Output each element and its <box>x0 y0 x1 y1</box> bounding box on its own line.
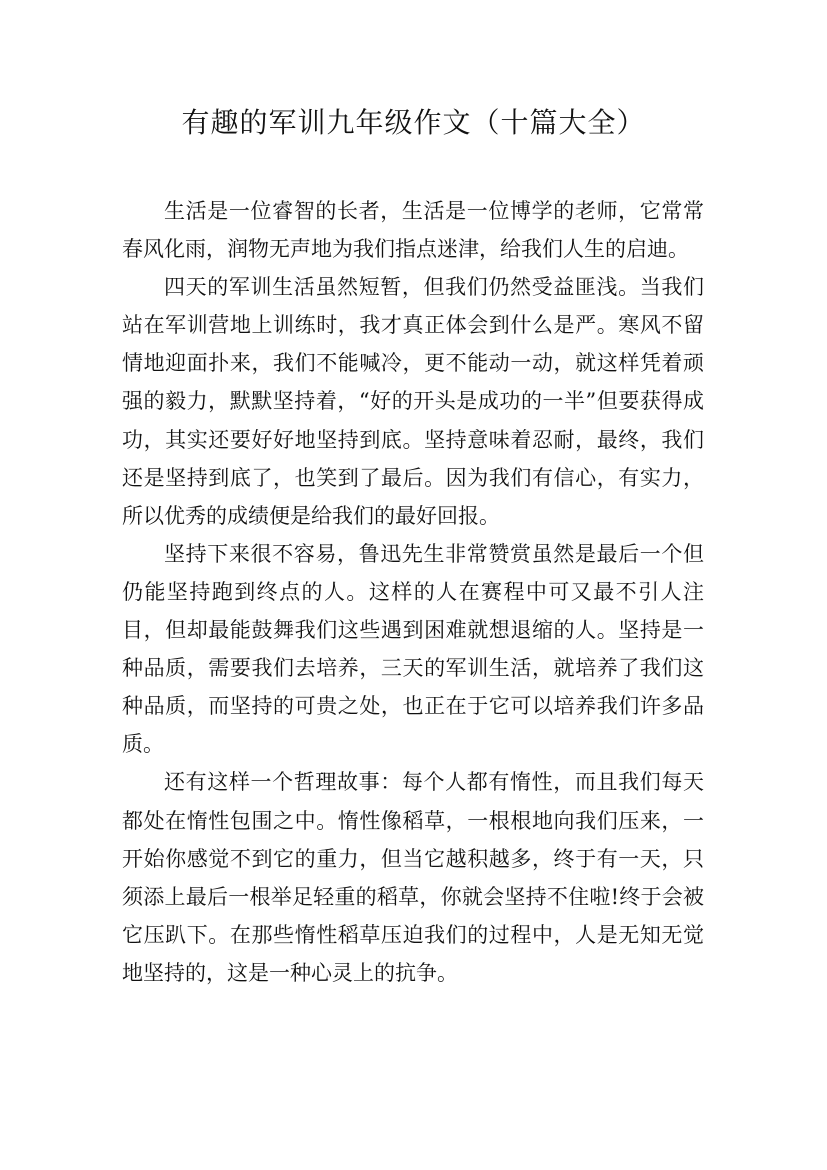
paragraph: 还有这样一个哲理故事：每个人都有惰性，而且我们每天都处在惰性包围之中。惰性像稻草，一根根地向我们压来，一开始你感觉不到它的重力，但当它越积越多，终于有一天，只须添上最后一根举足轻重的稻草，你就会坚持不住啦!终于会被它压趴下。在那些惰性稻草压迫我们的过程中，人是无知无觉地坚持的，这是一种心灵上的抗争。 <box>122 770 704 985</box>
document-body <box>122 192 704 992</box>
document-title: 有趣的军训九年级作文（十篇大全） <box>181 106 646 139</box>
paragraph: 坚持下来很不容易，鲁迅先生非常赞赏虽然是最后一个但仍能坚持跑到终点的人。这样的人在赛程中可又最不引人注目，但却最能鼓舞我们这些遇到困难就想退缩的人。坚持是一种品质，需要我们去培养，三天的军训生活，就培养了我们这种品质，而坚持的可贵之处，也正在于它可以培养我们许多品质。 <box>122 541 704 757</box>
paragraph: 四天的军训生活虽然短暂，但我们仍然受益匪浅。当我们站在军训营地上训练时，我才真正体会到什么是严。寒风不留情地迎面扑来，我们不能喊冷，更不能动一动，就这样凭着顽强的毅力，默默坚持着，“好的开头是成功的一半”但要获得成功，其实还要好好地坚持到底。坚持意味着忍耐，最终，我们还是坚持到底了，也笑到了最后。因为我们有信心，有实力，所以优秀的成绩便是给我们的最好回报。 <box>122 275 704 528</box>
paragraph: 生活是一位睿智的长者，生活是一位博学的老师，它常常春风化雨，润物无声地为我们指点迷津，给我们人生的启迪。 <box>122 199 704 262</box>
